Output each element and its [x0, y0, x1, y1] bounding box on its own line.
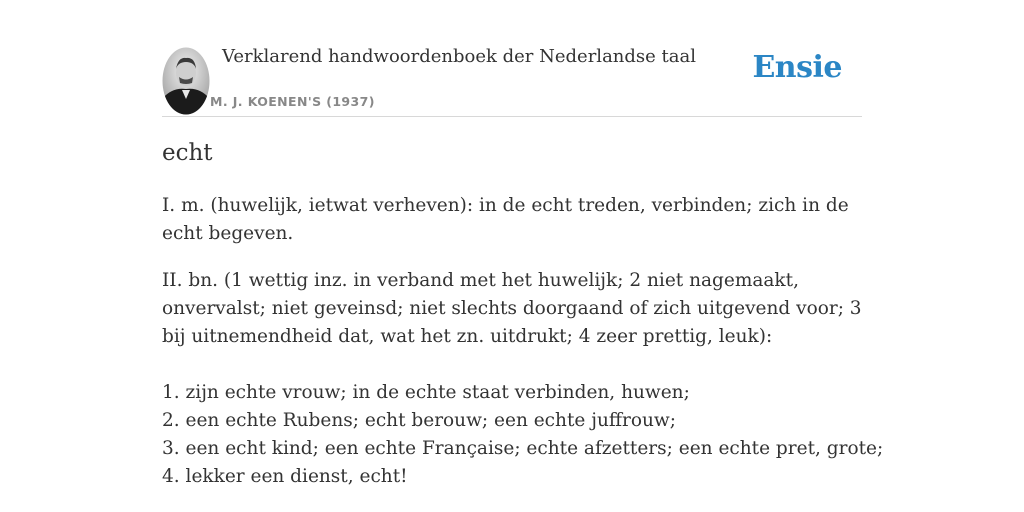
example-list [162, 379, 883, 491]
dictionary-page [162, 0, 884, 487]
example-item: 1. zijn echte vrouw; in de echte staat verbinden, huwen; [162, 382, 690, 403]
example-item: 3. een echt kind; een echte Française; echte afzetters; een echte pret, grote; [162, 438, 884, 459]
headword: echt [162, 140, 213, 166]
book-author: M. J. KOENEN'S (1937) [210, 94, 375, 109]
sense-definition: II. bn. (1 wettig inz. in verband met het huwelijk; 2 niet nagemaakt, onvervalst; niet geveinsd; niet slechts doorgaand of zich uitgevend voor; 3 bij uitnemendheid dat, wat het zn. uitdrukt; 4 zeer prettig, leuk): [162, 270, 862, 347]
example-item: 2. een echte Rubens; echt berouw; een echte juffrouw; [162, 410, 676, 431]
example-item: 4. lekker een dienst, echt! [162, 466, 408, 487]
book-title: Verklarend handwoordenboek der Nederlandse taal [222, 46, 696, 67]
sense-definition: I. m. (huwelijk, ietwat verheven): in de echt treden, verbinden; zich in de echt begeven. [162, 195, 849, 244]
page-header [162, 0, 862, 117]
site-logo[interactable]: Ensie [752, 50, 842, 85]
author-portrait-icon [162, 47, 210, 115]
